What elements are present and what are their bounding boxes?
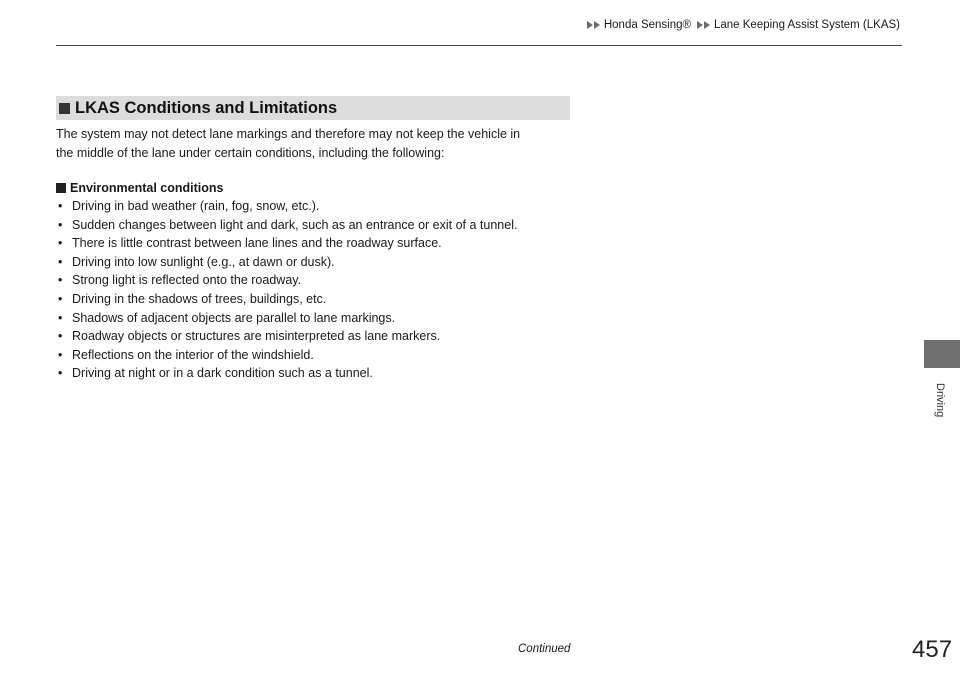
- list-item: • There is little contrast between lane lines and the roadway surface.: [56, 234, 517, 253]
- arrow-right-icon: [704, 21, 710, 29]
- intro-paragraph: [56, 125, 576, 163]
- chapter-tab-marker: [924, 340, 960, 368]
- bullet-icon: •: [58, 217, 63, 232]
- bullet-icon: •: [58, 273, 63, 288]
- list-item: • Driving in bad weather (rain, fog, snow, etc.).: [56, 197, 517, 216]
- arrow-right-icon: [587, 21, 593, 29]
- section-header: [56, 96, 570, 120]
- breadcrumb: [587, 19, 900, 31]
- square-bullet-icon: [56, 183, 66, 193]
- intro-line: The system may not detect lane markings and therefore may not keep the vehicle in: [56, 127, 521, 141]
- list-item: • Driving in the shadows of trees, buildings, etc.: [56, 290, 517, 309]
- conditions-list: [56, 197, 517, 383]
- bullet-icon: •: [58, 291, 63, 306]
- list-item: • Driving at night or in a dark condition such as a tunnel.: [56, 364, 517, 383]
- bullet-icon: •: [58, 199, 63, 213]
- square-bullet-icon: [59, 103, 70, 114]
- intro-line: the middle of the lane under certain conditions, including the following:: [56, 146, 445, 160]
- breadcrumb-item[interactable]: Honda Sensing®: [603, 19, 691, 31]
- page-number: 457: [912, 636, 953, 663]
- header-divider: [56, 45, 902, 46]
- bullet-icon: •: [58, 329, 63, 344]
- list-item: • Sudden changes between light and dark, such as an entrance or exit of a tunnel.: [56, 216, 517, 235]
- subsection-header: [56, 181, 224, 195]
- bullet-icon: •: [58, 347, 63, 362]
- list-item: • Reflections on the interior of the windshield.: [56, 346, 517, 365]
- bullet-icon: •: [58, 310, 63, 325]
- subsection-title: Environmental conditions: [70, 181, 224, 195]
- section-title: LKAS Conditions and Limitations: [75, 98, 338, 117]
- bullet-icon: •: [58, 254, 63, 269]
- bullet-icon: •: [58, 366, 63, 381]
- bullet-icon: •: [58, 236, 63, 251]
- arrow-right-icon: [697, 21, 703, 29]
- chapter-tab-label: Driving: [934, 382, 946, 418]
- continued-label: Continued: [518, 643, 571, 655]
- list-item: • Roadway objects or structures are misinterpreted as lane markers.: [56, 327, 517, 346]
- list-item: • Shadows of adjacent objects are parallel to lane markings.: [56, 309, 517, 328]
- breadcrumb-item[interactable]: Lane Keeping Assist System (LKAS): [713, 19, 900, 31]
- list-item: • Strong light is reflected onto the roadway.: [56, 271, 517, 290]
- list-item: • Driving into low sunlight (e.g., at dawn or dusk).: [56, 253, 517, 272]
- arrow-right-icon: [594, 21, 600, 29]
